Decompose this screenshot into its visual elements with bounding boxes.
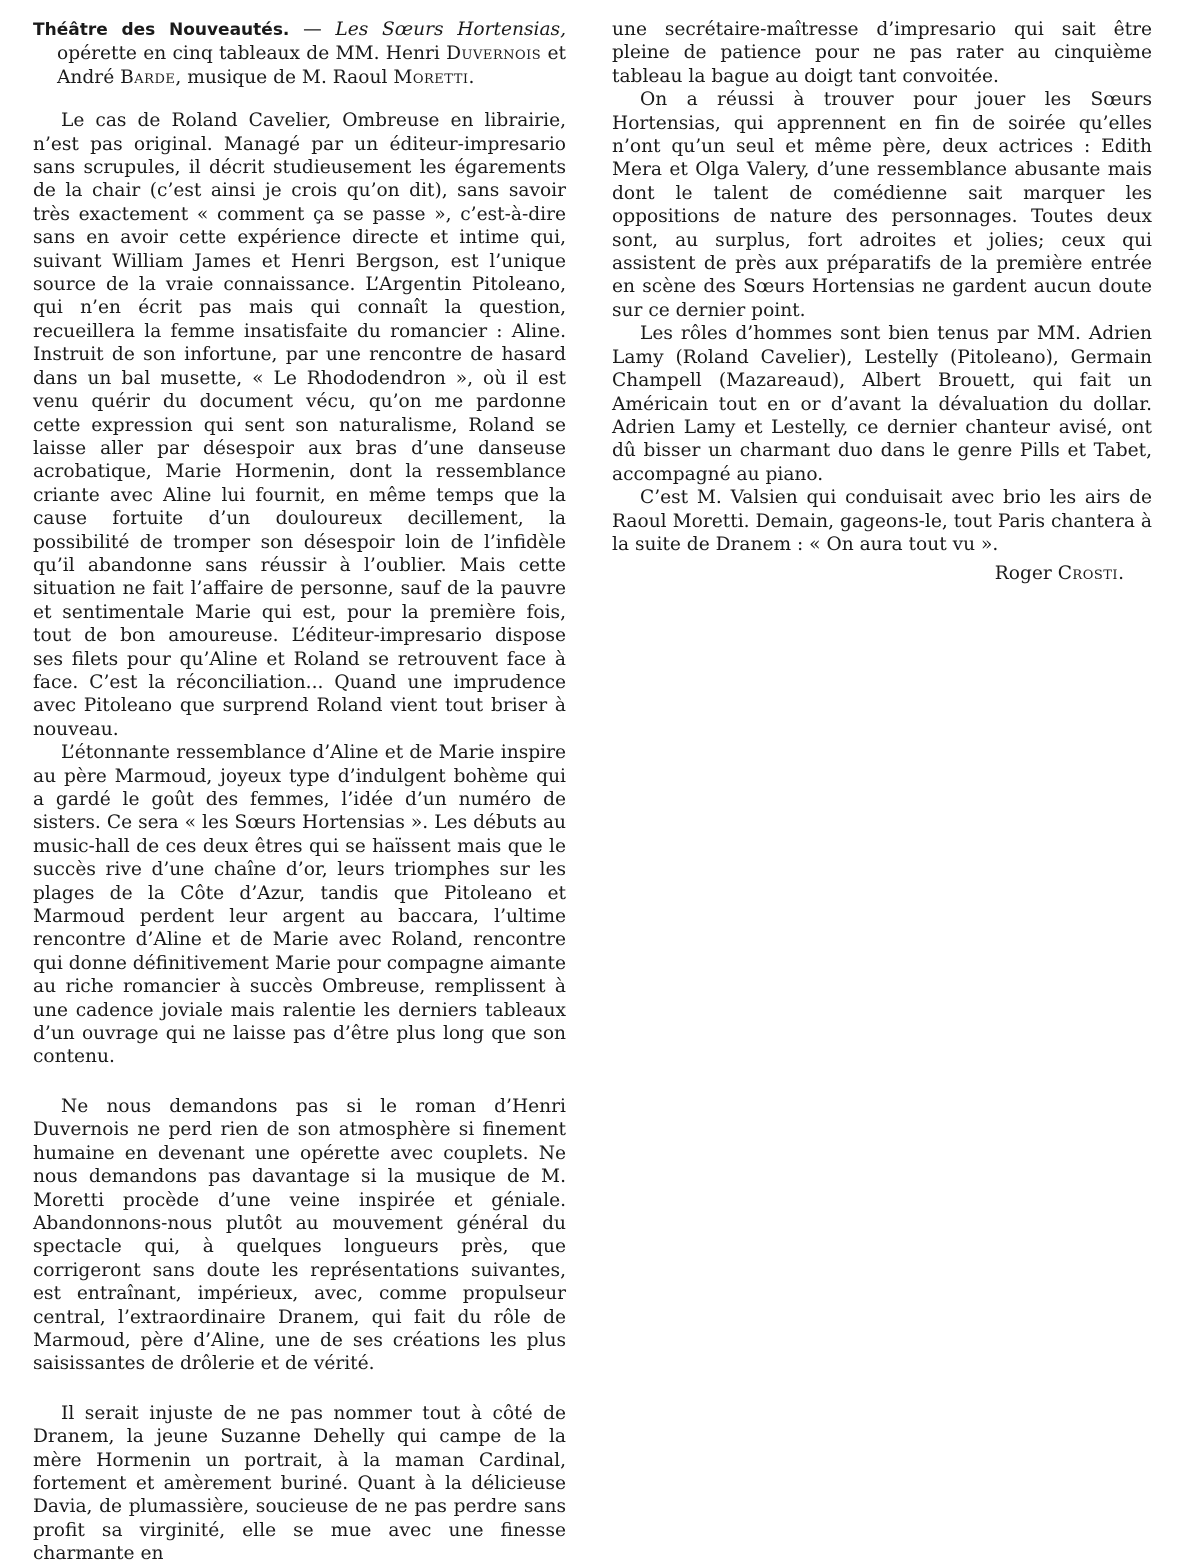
paragraph-sisters: On a réussi à trouver pour jouer les Sœurs Hortensias, qui apprennent en fin de soirée qu’elles n’ont qu’un seul et même père, deux actrices : Edith Mera et Olga Valery, d’une ressemblance abusante mais dont le talent de comédienne sait marquer les oppositions de nature des personnages. Toutes deux sont, au surplus, fort adroites et jolies; ceux qui assistent de près aux préparatifs de la première entrée en scène des Sœurs Hortensias ne gardent aucun doute sur ce dernier point. — [612, 89, 1152, 321]
paragraph-cast-women: Il serait injuste de ne pas nommer tout à côté de Dranem, la jeune Suzanne Dehelly qui campe de la mère Hormenin un portrait, à la maman Cardinal, fortement et amèrement buriné. Quant à la délicieuse Davia, de plumassière, soucieuse de ne pas perdre sans profit sa virginité, elle se mue avec une finesse charmante en — [33, 1402, 566, 1565]
heading-desc-2: et André — [57, 43, 566, 88]
author-1: Duvernois — [446, 43, 542, 65]
composer: Moretti — [393, 66, 469, 88]
review-heading — [33, 18, 566, 89]
venue-name: Théâtre des Nouveautés. — [33, 20, 290, 40]
heading-dash: — — [289, 19, 336, 40]
paragraph-cast-men: Les rôles d’hommes sont bien tenus par MM. Adrien Lamy (Roland Cavelier), Lestelly (Pitoleano), Germain Champell (Mazareaud), Albert Brouett, qui fait un Américain tout en or d’avant la dévaluation du dollar. Adrien Lamy et Lestelly, ce dernier chanteur avisé, ont dû bisser un charmant duo dans le genre Pills et Tabet, accompagné au piano. — [612, 323, 1152, 485]
paragraph-cast-women-continued: une secrétaire-maîtresse d’impresario qui sait être pleine de patience pour ne pas rater au cinquième tableau la bague au doigt tant convoitée. — [612, 19, 1152, 87]
author-2: Barde — [120, 66, 176, 88]
signature — [612, 562, 1152, 585]
left-column — [33, 18, 566, 1566]
right-column — [612, 18, 1152, 586]
signature-first-name: Roger — [994, 563, 1058, 585]
heading-desc-1: opérette en cinq tableaux de MM. Henri — [57, 43, 447, 65]
paragraph-conductor: C’est M. Valsien qui conduisait avec brio les airs de Raoul Moretti. Demain, gageons-le, tout Paris chantera à la suite de Dranem : « On aura tout vu ». — [612, 487, 1152, 555]
paragraph-plot-1: Le cas de Roland Cavelier, Ombreuse en librairie, n’est pas original. Managé par un éditeur-impresario sans scrupules, il décrit studieusement les égarements de la chair (c’est ainsi je crois qu’on dit), sans savoir très exactement « comment ça se passe », c’est-à-dire sans en avoir cette expérience directe et intime qui, suivant William James et Henri Bergson, est l’unique source de la vraie connaissance. L’Argentin Pitoleano, qui n’en écrit pas mais qui connaît la question, recueillera la femme insatisfaite du romancier : Aline. Instruit de son infortune, par une rencontre de hasard dans un bal musette, « Le Rhododendron », où il est venu quérir du document vécu, qu’on me pardonne cette expression qui sent son naturalisme, Roland se laisse aller par désespoir aux bras d’une danseuse acrobatique, Marie Hormenin, dont la ressemblance criante avec Aline lui fournit, en même temps que la cause fortuite d’un douloureux decillement, la possibilité de tromper son désespoir loin de l’infidèle qu’il abandonne sans réussir à l’oublier. Mais cette situation ne fait l’affaire de personne, sauf de la pauvre et sentimentale Marie qui est, pour la première fois, tout de bon amoureuse. L’éditeur-impresario dispose ses filets pour qu’Aline et Roland se retrouvent face à face. C’est la réconciliation... Quand une imprudence avec Pitoleano que surprend Roland vient tout briser à nouveau. — [33, 110, 566, 740]
paragraph-assessment: Ne nous demandons pas si le roman d’Henri Duvernois ne perd rien de son atmosphère si finement humaine en devenant une opérette avec couplets. Ne nous demandons pas davantage si la musique de M. Moretti procède d’une veine inspirée et géniale. Abandonnons-nous plutôt au mouvement général du spectacle qui, à quelques longueurs près, que corrigeront sans doute les représentations suivantes, est entraînant, impérieux, avec, comme propulseur central, l’extraordinaire Dranem, qui fait du rôle de Marmoud, père d’Aline, une de ses créations les plus saisissantes de drôlerie et de vérité. — [33, 1095, 566, 1375]
heading-desc-3: , musique de M. Raoul — [175, 66, 394, 88]
play-title: Les Sœurs Hortensias, — [335, 19, 566, 40]
signature-last-name: Crosti — [1057, 563, 1119, 585]
paragraph-plot-2: L’étonnante ressemblance d’Aline et de Marie inspire au père Marmoud, joyeux type d’indulgent bohème qui a gardé le goût des femmes, l’idée d’un numéro de sisters. Ce sera « les Sœurs Hortensias ». Les débuts au music-hall de ces deux êtres qui se haïssent mais que le succès rive d’une chaîne d’or, leurs triomphes sur les plages de la Côte d’Azur, tandis que Pitoleano et Marmoud perdent leur argent au baccara, l’ultime rencontre d’Aline et de Marie avec Roland, rencontre qui donne définitivement Marie pour compagne aimante au riche romancier à succès Ombreuse, remplissent à une cadence joviale mais ralentie les derniers tableaux d’un ouvrage qui ne laisse pas d’être plus long que son contenu. — [33, 742, 566, 1068]
heading-desc-4: . — [468, 66, 475, 88]
signature-period: . — [1118, 563, 1124, 585]
